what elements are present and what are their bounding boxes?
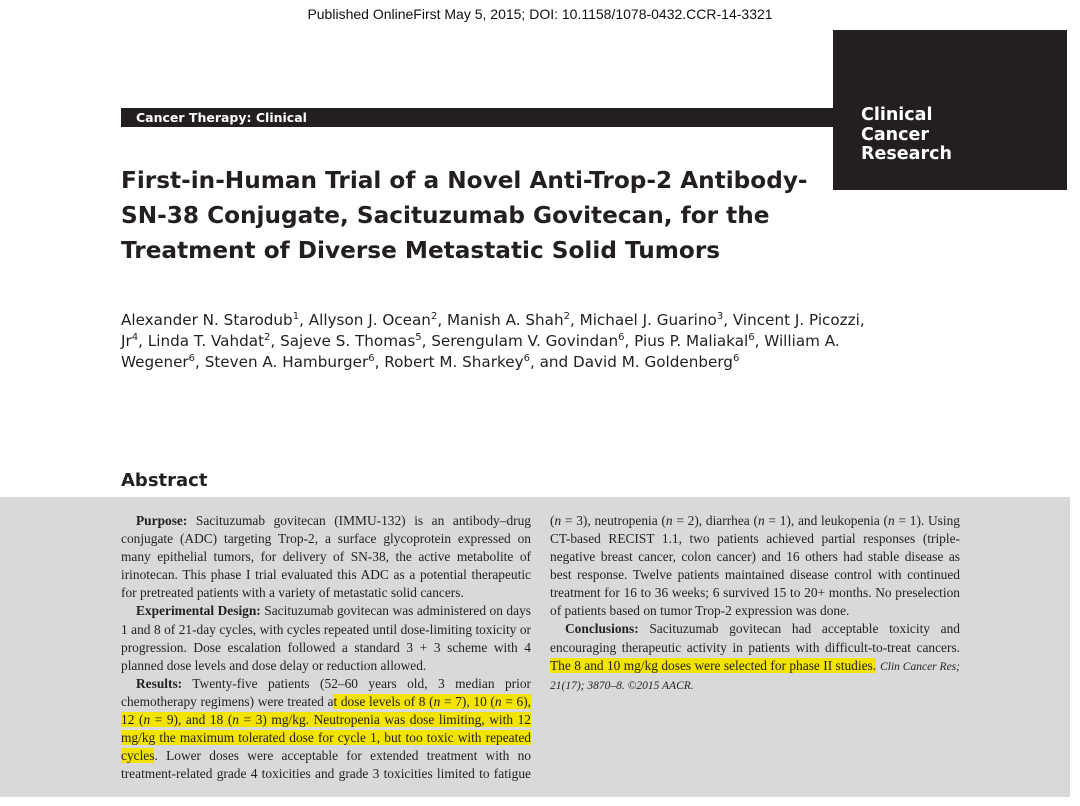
author-separator: , bbox=[374, 353, 385, 371]
abstract-column-right bbox=[550, 512, 960, 784]
purpose-label: Purpose: bbox=[136, 513, 188, 528]
n-symbol: n bbox=[554, 512, 562, 528]
author-affiliation: 2 bbox=[563, 310, 570, 322]
n-symbol: n bbox=[494, 693, 502, 709]
author-affiliation: 4 bbox=[131, 331, 139, 343]
results-text: . Lower doses were acceptable for extended treatment with no treatment-related grade 4 toxicities and grade 3 toxicities limited to fatigue bbox=[121, 748, 531, 782]
results-text: = 1), and leukopenia ( bbox=[764, 512, 889, 528]
author-affiliation: 6 bbox=[368, 352, 375, 364]
results-text: = 3), neutropenia ( bbox=[561, 512, 666, 528]
abstract-design bbox=[121, 602, 531, 674]
abstract-results bbox=[550, 512, 960, 620]
article-title: First-in-Human Trial of a Novel Anti-Trop-2 Antibody-SN-38 Conjugate, Sacituzumab Govitecan, for the Treatment of Diverse Metastatic Solid Tumors bbox=[121, 167, 808, 264]
author-separator: , bbox=[421, 332, 432, 350]
conclusions-text: Sacituzumab govitecan had acceptable toxicity and encouraging therapeutic activity in patients with difficult-to-treat cancers. bbox=[550, 621, 960, 655]
results-text: ( bbox=[550, 512, 555, 528]
section-bar bbox=[121, 108, 833, 127]
abstract-results bbox=[121, 675, 531, 784]
abstract-purpose bbox=[121, 512, 531, 602]
purpose-text: Sacituzumab govitecan (IMMU-132) is an antibody–drug conjugate (ADC) targeting Trop-2, a surface glycoprotein expressed on many epithelial tumors, for delivery of SN-38, the active metabolite of irinotecan. This phase I trial evaluated this ADC as a potential therapeutic for pretreated patients with a variety of metastatic solid cancers. bbox=[121, 513, 531, 601]
design-text: Sacituzumab govitecan was administered on days 1 and 8 of 21-day cycles, with cycles repeated until dose-limiting toxicity or progression. Dose escalation followed a standard 3 + 3 scheme with 4 planned dose levels and dose delay or reduction allowed. bbox=[121, 603, 531, 673]
n-symbol: n bbox=[433, 693, 441, 709]
results-text: Twenty-five patients (52–60 years old, 3 median prior chemotherapy regimens) were treated a bbox=[121, 675, 531, 709]
design-label: Experimental Design: bbox=[136, 603, 261, 619]
abstract-conclusions bbox=[550, 620, 960, 694]
author-separator: , bbox=[754, 332, 765, 350]
author-affiliation: 2 bbox=[430, 310, 438, 322]
results-hl-part: = 7), 10 ( bbox=[440, 693, 495, 709]
author-affiliation: 6 bbox=[188, 352, 196, 364]
results-hl-part: t dose levels of 8 ( bbox=[333, 693, 434, 709]
author-affiliation: 6 bbox=[618, 331, 625, 343]
author-name: Michael J. Guarino bbox=[579, 311, 717, 329]
author-name: Manish A. Shah bbox=[446, 311, 564, 329]
journal-logo bbox=[833, 30, 1067, 190]
section-label: Cancer Therapy: Clinical bbox=[136, 110, 307, 125]
results-hl-part: = 3) mg/kg. Neutropenia was dose limiting, with 12 mg/kg the maximum tolerated dose for cycle 1, but too toxic with repeated cycles bbox=[121, 712, 531, 764]
results-hl-part: = 6), 12 ( bbox=[121, 693, 531, 728]
author-separator: , bbox=[723, 311, 733, 329]
results-text: = 1). Using CT-based RECIST 1.1, two patients achieved partial responses (triple-negative breast cancer, colon cancer) and 16 others had stable disease as best response. Twelve patients maintained disease control with continued treatment for 16 to 36 weeks; 6 survived 15 to 20+ months. No preselection of patients based on tumor Trop-2 expression was done. bbox=[550, 512, 960, 619]
author-name: Pius P. Maliakal bbox=[634, 332, 749, 350]
abstract-heading: Abstract bbox=[121, 470, 208, 491]
publication-line: Published OnlineFirst May 5, 2015; DOI: 10.1158/1078-0432.CCR-14-3321 bbox=[307, 6, 773, 22]
citation: Clin Cancer Res; 21(17); 3870–8. ©2015 AACR. bbox=[550, 660, 960, 692]
author-separator: , bbox=[270, 332, 281, 350]
results-hl-part: = 9), and 18 ( bbox=[150, 712, 233, 728]
abstract-continuation bbox=[550, 512, 960, 695]
author-affiliation: 2 bbox=[264, 331, 271, 343]
author-name: Sajeve S. Thomas bbox=[280, 332, 416, 350]
author-separator: , bbox=[195, 353, 205, 371]
journal-title-line-3: Research bbox=[861, 144, 952, 164]
author-affiliation: 5 bbox=[415, 331, 422, 343]
author-name: William A. Wegener bbox=[121, 332, 840, 371]
author-name: Robert M. Sharkey bbox=[384, 353, 524, 371]
author-affiliation: 6 bbox=[748, 331, 755, 343]
results-label: Results: bbox=[136, 675, 183, 691]
journal-title-line-1: Clinical bbox=[861, 105, 933, 125]
author-separator: , and bbox=[529, 353, 574, 371]
author-name: Steven A. Hamburger bbox=[204, 353, 369, 371]
n-symbol: n bbox=[757, 512, 765, 528]
journal-title bbox=[861, 106, 952, 165]
conclusions-highlight: The 8 and 10 mg/kg doses were selected for phase II studies. bbox=[550, 657, 877, 673]
author-name: Allyson J. Ocean bbox=[308, 311, 431, 329]
author-separator: , bbox=[624, 332, 635, 350]
author-name: Serengulam V. Govindan bbox=[431, 332, 619, 350]
author-affiliation: 6 bbox=[523, 352, 530, 364]
author-affiliation: 1 bbox=[292, 310, 300, 322]
author-name: David M. Goldenberg bbox=[573, 353, 733, 371]
abstract-column-left bbox=[121, 512, 531, 784]
author-name: Linda T. Vahdat bbox=[147, 332, 265, 350]
author-separator: , bbox=[299, 311, 309, 329]
conclusions-label: Conclusions: bbox=[565, 621, 639, 637]
author-name: Vincent J. Picozzi, Jr bbox=[121, 311, 865, 350]
author-affiliation: 3 bbox=[716, 310, 724, 322]
n-symbol: n bbox=[232, 712, 239, 728]
n-symbol: n bbox=[665, 512, 673, 528]
author-separator: , bbox=[569, 311, 580, 329]
journal-title-line-2: Cancer bbox=[861, 124, 929, 145]
n-symbol: n bbox=[143, 712, 151, 728]
results-text: = 2), diarrhea ( bbox=[672, 512, 758, 528]
author-affiliation: 6 bbox=[732, 352, 740, 364]
n-symbol: n bbox=[888, 512, 895, 528]
author-separator: , bbox=[138, 332, 148, 350]
author-name: Alexander N. Starodub bbox=[121, 311, 293, 329]
author-separator: , bbox=[437, 311, 447, 329]
author-list bbox=[121, 310, 881, 373]
